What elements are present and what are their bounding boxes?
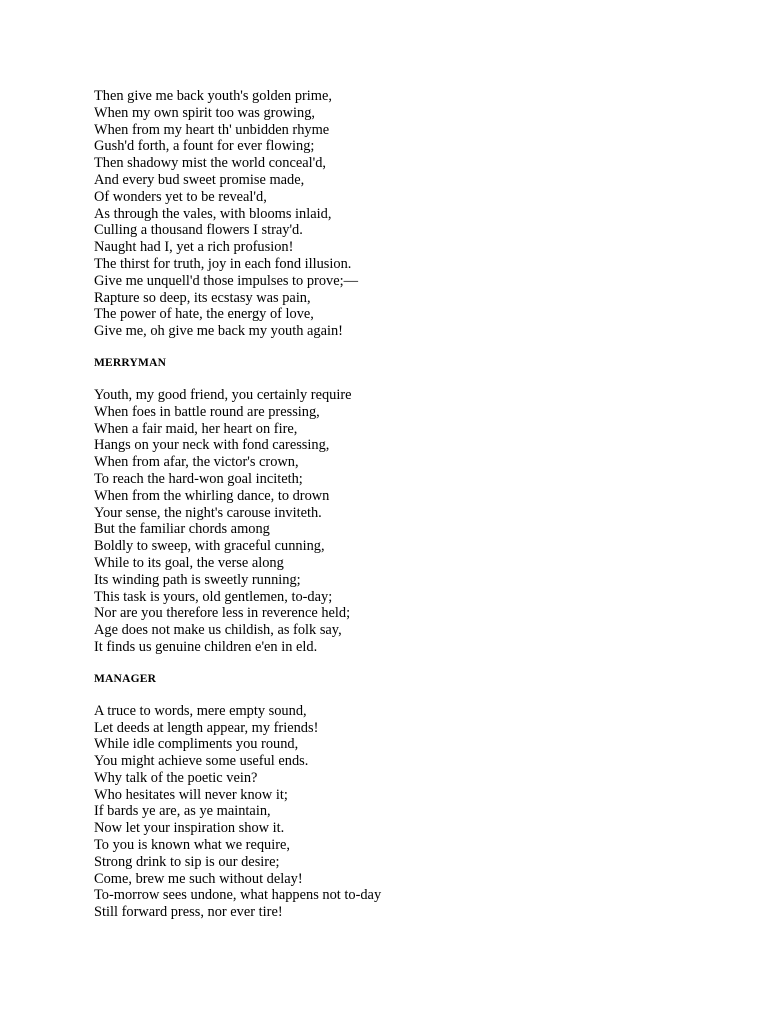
verse-line: Your sense, the night's carouse inviteth. [94, 504, 322, 521]
verse-line: Naught had I, yet a rich profusion! [94, 239, 294, 256]
verse-line: When from my heart th' unbidden rhyme [94, 121, 330, 138]
verse-line: You might achieve some useful ends. [94, 753, 309, 770]
verse-line: Its winding path is sweetly running; [94, 571, 301, 588]
verse-line: While to its goal, the verse along [94, 554, 284, 571]
verse-line: When foes in battle round are pressing, [94, 403, 320, 420]
verse-line: Boldly to sweep, with graceful cunning, [94, 538, 325, 555]
verse-line: When from afar, the victor's crown, [94, 454, 299, 471]
verse-line: Then give me back youth's golden prime, [94, 88, 332, 104]
verse-line: And every bud sweet promise made, [94, 171, 305, 188]
stanza-faust [94, 88, 734, 340]
verse-line: Age does not make us childish, as folk say, [94, 622, 342, 639]
verse-line: The power of hate, the energy of love, [94, 306, 314, 323]
verse-line: But the familiar chords among [94, 521, 270, 538]
verse-line: Come, brew me such without delay! [94, 870, 303, 887]
verse-line: Why talk of the poetic vein? [94, 769, 258, 786]
speaker-heading-merryman: MERRYMAN [94, 356, 167, 369]
verse-line: Let deeds at length appear, my friends! [94, 719, 319, 736]
verse-line: Nor are you therefore less in reverence held; [94, 605, 351, 622]
verse-line: Gush'd forth, a fount for ever flowing; [94, 138, 315, 155]
verse-line: As through the vales, with blooms inlaid, [94, 205, 332, 222]
verse-line: Hangs on your neck with fond caressing, [94, 437, 330, 454]
verse-line: Give me unquell'd those impulses to prove;— [94, 272, 358, 289]
verse-line: Who hesitates will never know it; [94, 786, 288, 803]
verse-line: It finds us genuine children e'en in eld. [94, 638, 318, 655]
verse-line: When a fair maid, her heart on fire, [94, 420, 298, 437]
stanza-manager [94, 703, 734, 921]
verse-line: To-morrow sees undone, what happens not to-day [94, 887, 382, 904]
verse-line: Strong drink to sip is our desire; [94, 853, 280, 870]
verse-line: Rapture so deep, its ecstasy was pain, [94, 289, 311, 306]
stanza-merryman [94, 387, 734, 656]
verse-line: A truce to words, mere empty sound, [94, 702, 307, 719]
verse-line: To you is known what we require, [94, 837, 291, 854]
verse-line: Then shadowy mist the world conceal'd, [94, 155, 326, 172]
document-page [94, 88, 734, 921]
verse-line: This task is yours, old gentlemen, to-day; [94, 588, 333, 605]
verse-line: Still forward press, nor ever tire! [94, 904, 283, 921]
verse-line: Culling a thousand flowers I stray'd. [94, 222, 303, 239]
verse-line: The thirst for truth, joy in each fond illusion. [94, 255, 352, 272]
verse-line: While idle compliments you round, [94, 736, 299, 753]
verse-line: When my own spirit too was growing, [94, 104, 316, 121]
verse-line: Give me, oh give me back my youth again! [94, 323, 343, 340]
verse-line: If bards ye are, as ye maintain, [94, 803, 271, 820]
verse-line: Now let your inspiration show it. [94, 820, 285, 837]
verse-line: When from the whirling dance, to drown [94, 487, 330, 504]
verse-line: To reach the hard-won goal inciteth; [94, 470, 303, 487]
speaker-heading-manager: MANAGER [94, 672, 157, 685]
verse-line: Of wonders yet to be reveal'd, [94, 188, 267, 205]
verse-line: Youth, my good friend, you certainly require [94, 386, 352, 403]
